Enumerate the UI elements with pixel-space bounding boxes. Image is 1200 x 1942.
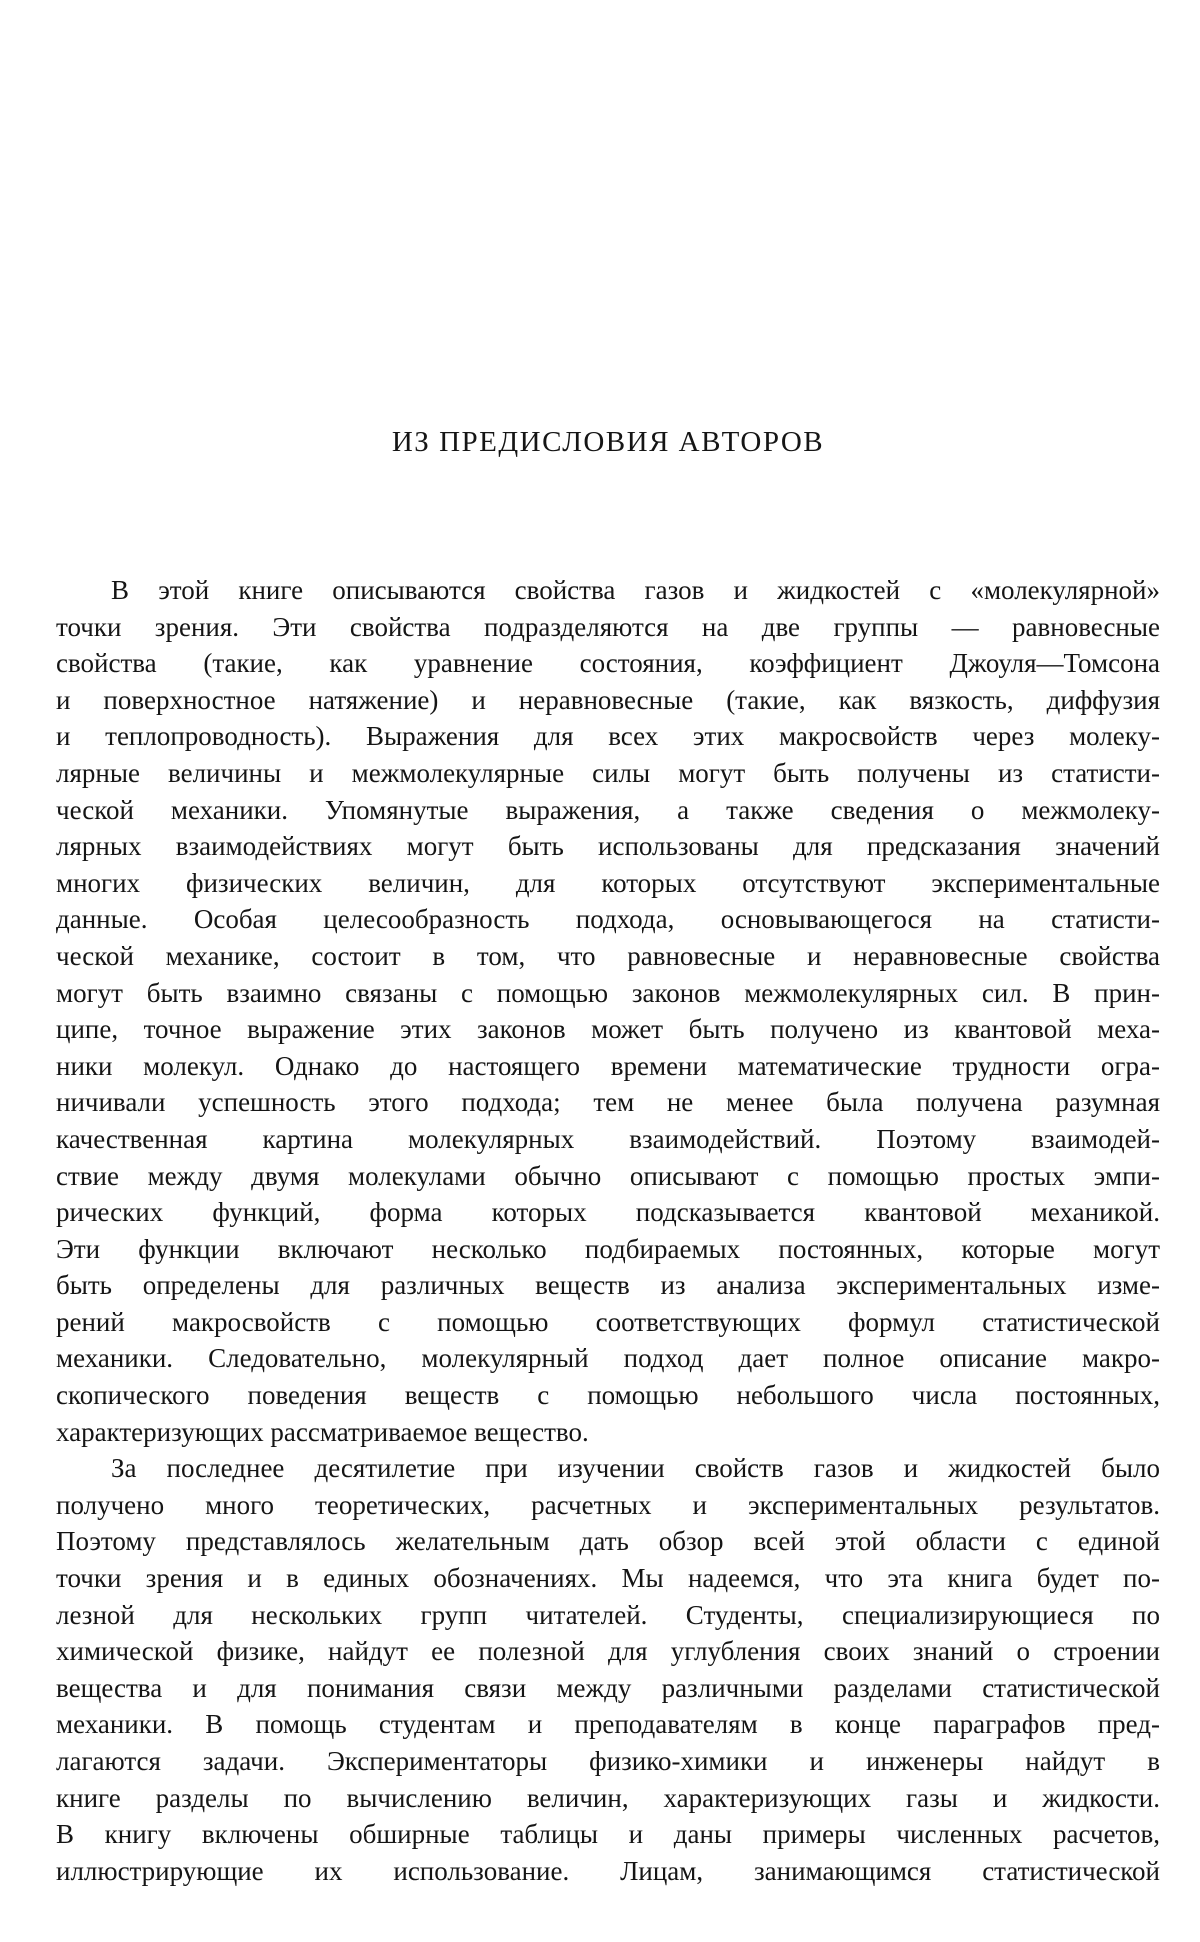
text-line: ческой механике, состоит в том, что равновесные и неравновесные свойства xyxy=(56,940,1160,971)
text-line: свойства (такие, как уравнение состояния, коэффициент Джоуля—Томсона xyxy=(56,648,1160,679)
text-line: характеризующих рассматриваемое вещество. xyxy=(56,1416,589,1447)
text-line: быть определены для различных веществ из анализа экспериментальных изме- xyxy=(56,1270,1160,1301)
text-line: данные. Особая целесообразность подхода, основывающегося на статисти- xyxy=(56,904,1160,935)
text-line: рений макросвойств с помощью соответствующих формул статистической xyxy=(56,1306,1160,1337)
text-line: точки зрения. Эти свойства подразделяются на две группы — равновесные xyxy=(56,611,1160,642)
text-line: многих физических величин, для которых отсутствуют экспериментальные xyxy=(56,867,1160,898)
text-line: химической физике, найдут ее полезной для углубления своих знаний о строении xyxy=(56,1636,1160,1667)
text-line: В этой книге описываются свойства газов и жидкостей с «молекулярной» xyxy=(111,575,1160,605)
text-line: В книгу включены обширные таблицы и даны примеры численных расчетов, xyxy=(56,1819,1160,1850)
text-line: и теплопроводность). Выражения для всех этих макросвойств через молеку- xyxy=(56,721,1160,752)
text-line: вещества и для понимания связи между различными разделами статистической xyxy=(56,1672,1160,1703)
text-line: механики. В помощь студентам и преподавателям в конце параграфов пред- xyxy=(56,1709,1160,1740)
text-line: точки зрения и в единых обозначениях. Мы надеемся, что эта книга будет по- xyxy=(56,1563,1160,1594)
text-line: Поэтому представлялось желательным дать обзор всей этой области с единой xyxy=(56,1526,1160,1557)
text-line: могут быть взаимно связаны с помощью законов межмолекулярных сил. В прин- xyxy=(56,977,1160,1008)
text-line: Эти функции включают несколько подбираемых постоянных, которые могут xyxy=(56,1233,1160,1264)
text-line: иллюстрирующие их использование. Лицам, занимающимся статистической xyxy=(56,1855,1160,1886)
text-line: ники молекул. Однако до настоящего времени математические трудности огра- xyxy=(56,1050,1160,1081)
text-line: рических функций, форма которых подсказывается квантовой механикой. xyxy=(56,1197,1160,1228)
body-text xyxy=(56,572,1160,1889)
text-line: лярных взаимодействиях могут быть использованы для предсказания значений xyxy=(56,831,1160,862)
paragraph xyxy=(56,572,1160,1450)
chapter-heading: ИЗ ПРЕДИСЛОВИЯ АВТОРОВ xyxy=(391,426,825,458)
text-line: и поверхностное натяжение) и неравновесные (такие, как вязкость, диффузия xyxy=(56,684,1160,715)
text-line: лагаются задачи. Экспериментаторы физико-химики и инженеры найдут в xyxy=(56,1746,1160,1776)
text-line: ципе, точное выражение этих законов может быть получено из квантовой меха- xyxy=(56,1014,1160,1045)
text-line: качественная картина молекулярных взаимодействий. Поэтому взаимодей- xyxy=(56,1123,1160,1154)
text-line: лярные величины и межмолекулярные силы могут быть получены из статисти- xyxy=(56,757,1160,788)
paragraph xyxy=(56,1450,1160,1889)
text-line: ствие между двумя молекулами обычно описывают с помощью простых эмпи- xyxy=(56,1160,1160,1191)
text-line: ческой механики. Упомянутые выражения, а также сведения о межмолеку- xyxy=(56,794,1160,825)
text-line: ничивали успешность этого подхода; тем не менее была получена разумная xyxy=(56,1087,1160,1118)
text-line: За последнее десятилетие при изучении свойств газов и жидкостей было xyxy=(111,1453,1160,1484)
text-line: механики. Следовательно, молекулярный подход дает полное описание макро- xyxy=(56,1343,1160,1374)
text-line: скопического поведения веществ с помощью небольшого числа постоянных, xyxy=(56,1380,1160,1411)
text-line: получено много теоретических, расчетных и экспериментальных результатов. xyxy=(56,1489,1160,1520)
text-line: книге разделы по вычислению величин, характеризующих газы и жидкости. xyxy=(56,1782,1160,1813)
book-page xyxy=(56,0,1160,1942)
text-line: лезной для нескольких групп читателей. Студенты, специализирующиеся по xyxy=(56,1599,1160,1630)
